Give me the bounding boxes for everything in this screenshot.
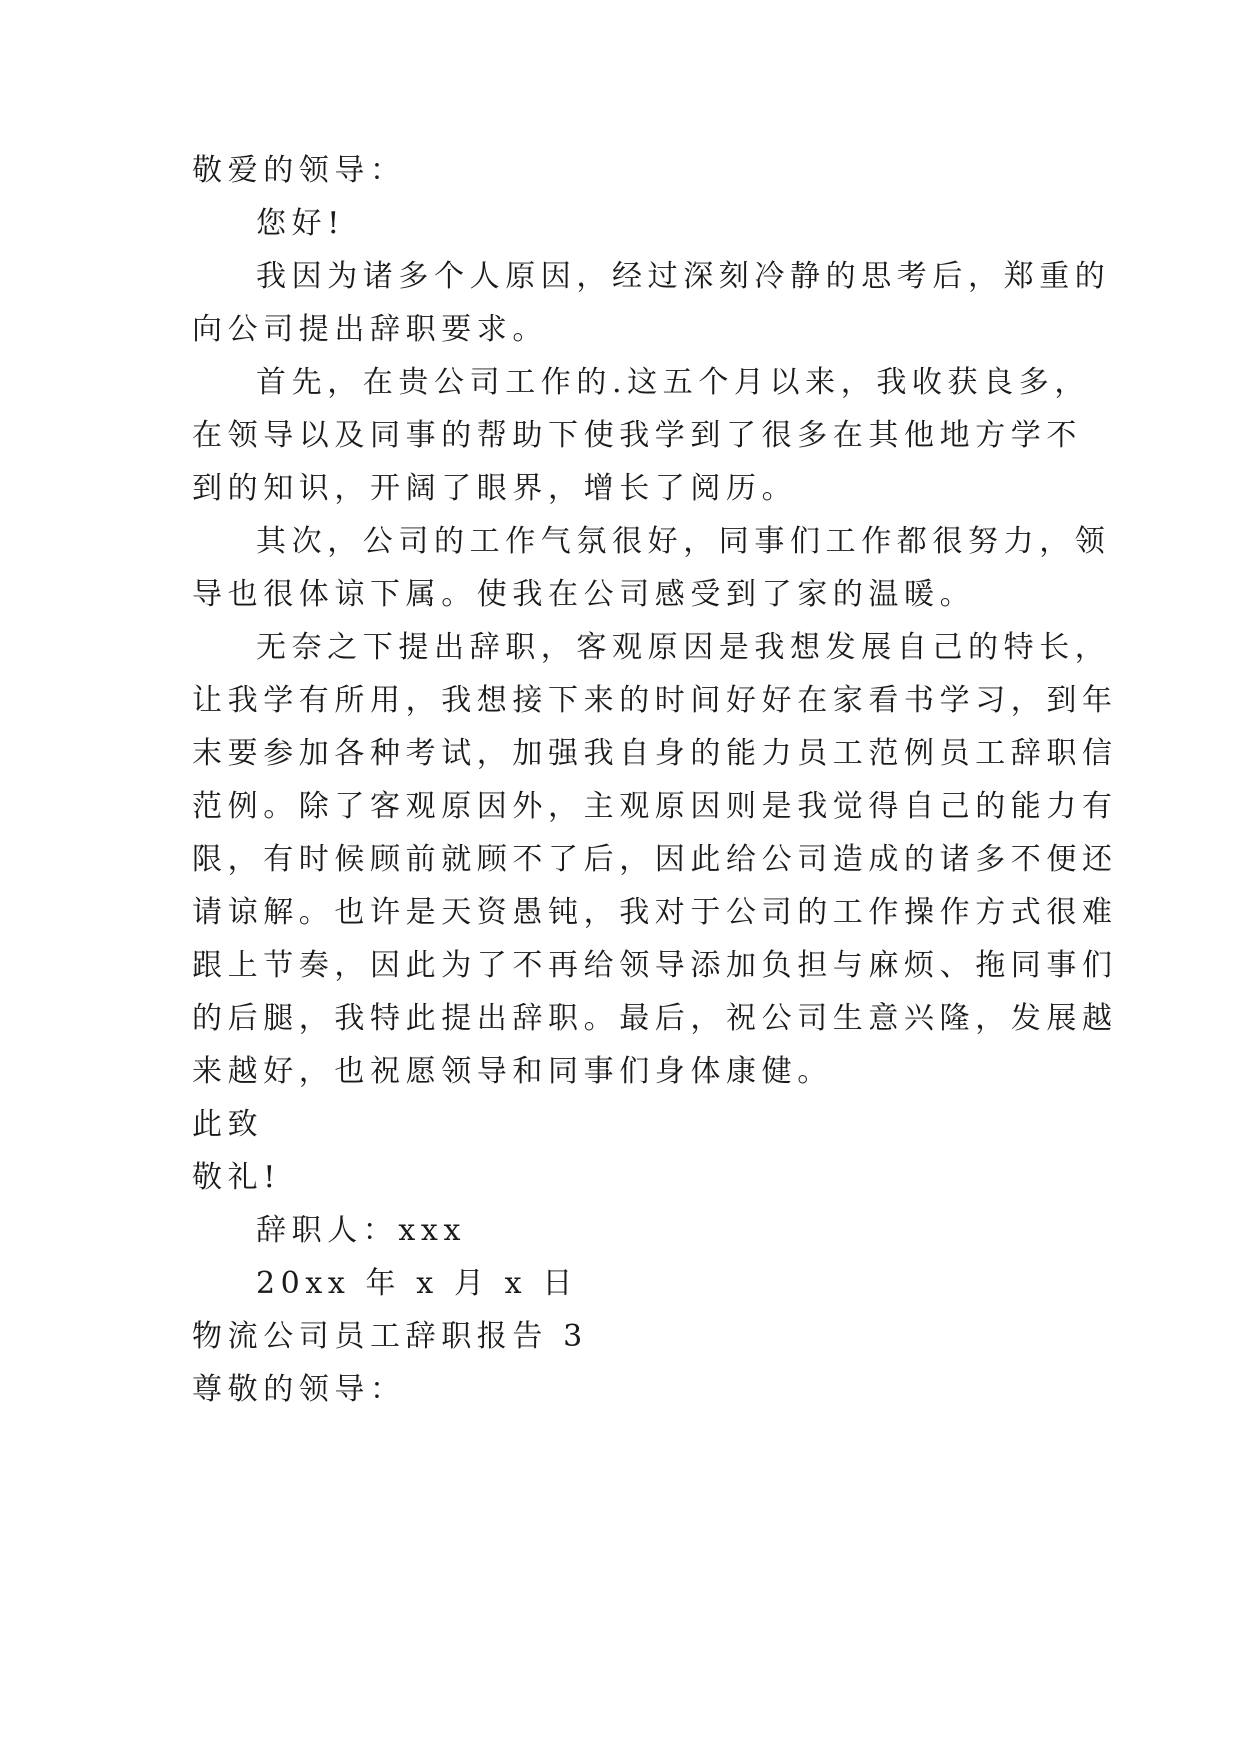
signer: 辞职人：xxx (256, 1213, 466, 1248)
paragraph-1-line-2: 向公司提出辞职要求。 (192, 312, 548, 347)
paragraph-4-line-5: 限，有时候顾前就顾不了后，因此给公司造成的诸多不便还 (192, 842, 1118, 877)
paragraph-4-line-7: 跟上节奏，因此为了不再给领导添加负担与麻烦、拖同事们 (192, 948, 1118, 983)
date: 20xx 年 x 月 x 日 (256, 1266, 578, 1301)
paragraph-4-line-1: 无奈之下提出辞职，客观原因是我想发展自己的特长， (256, 630, 1111, 665)
paragraph-4-line-3: 末要参加各种考试，加强我自身的能力员工范例员工辞职信 (192, 736, 1118, 771)
paragraph-4-line-4: 范例。除了客观原因外，主观原因则是我觉得自己的能力有 (192, 789, 1118, 824)
closing-ci-zhi: 此致 (192, 1107, 264, 1142)
paragraph-1-line-1: 我因为诸多个人原因，经过深刻冷静的思考后，郑重的 (256, 259, 1111, 294)
paragraph-4-line-2: 让我学有所用，我想接下来的时间好好在家看书学习，到年 (192, 683, 1118, 718)
paragraph-2-line-3: 到的知识，开阔了眼界，增长了阅历。 (192, 471, 798, 506)
paragraph-3-line-2: 导也很体谅下属。使我在公司感受到了家的温暖。 (192, 577, 976, 612)
section-title: 物流公司员工辞职报告 3 (192, 1319, 588, 1354)
closing-jing-li: 敬礼! (192, 1160, 281, 1195)
salutation: 敬爱的领导： (192, 153, 406, 188)
paragraph-2-line-2: 在领导以及同事的帮助下使我学到了很多在其他地方学不 (192, 418, 1082, 453)
section-salutation: 尊敬的领导： (192, 1372, 406, 1407)
paragraph-2-line-1: 首先，在贵公司工作的.这五个月以来，我收获良多， (256, 365, 1090, 400)
paragraph-4-line-9: 来越好，也祝愿领导和同事们身体康健。 (192, 1054, 833, 1089)
paragraph-4-line-8: 的后腿，我特此提出辞职。最后，祝公司生意兴隆，发展越 (192, 1001, 1118, 1036)
greeting: 您好! (256, 206, 345, 241)
paragraph-4-line-6: 请谅解。也许是天资愚钝，我对于公司的工作操作方式很难 (192, 895, 1118, 930)
paragraph-3-line-1: 其次，公司的工作气氛很好，同事们工作都很努力，领 (256, 524, 1111, 559)
